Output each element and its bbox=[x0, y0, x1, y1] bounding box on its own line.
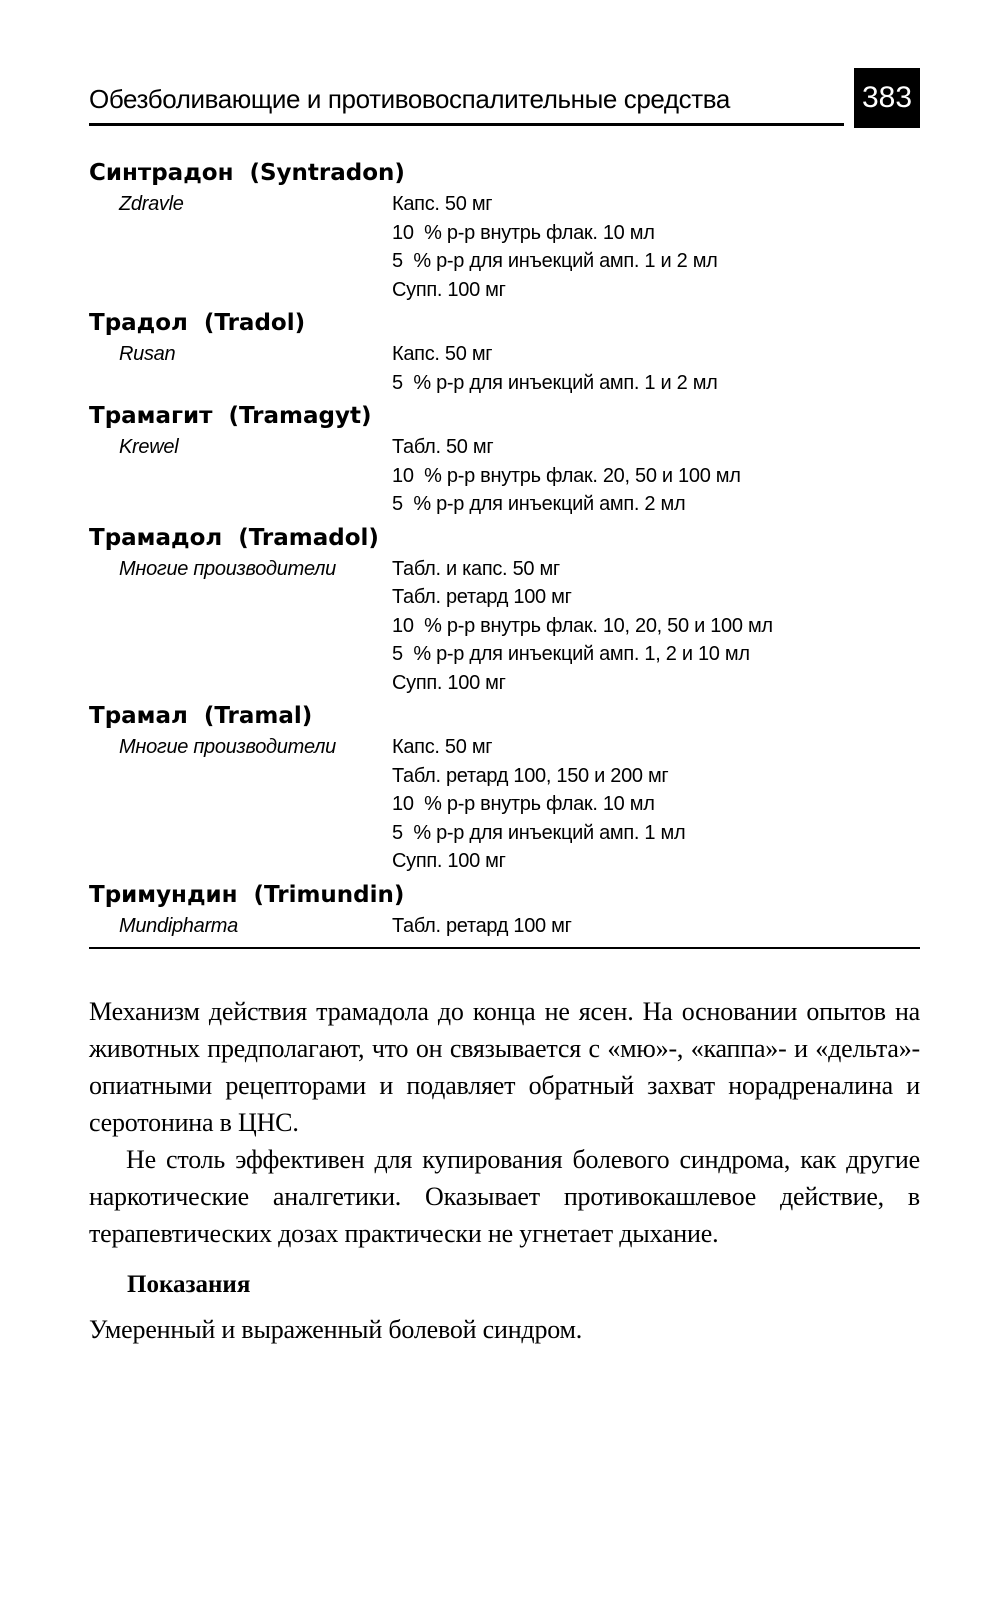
drug-name: Трамал (Tramal) bbox=[89, 703, 313, 729]
paragraph-efficacy: Не столь эффективен для купирования болевого синдрома, как другие наркотические аналгетики. Оказывает противокашлевое действие, в терапевтических дозах практически не угнетает дыхание. bbox=[89, 1145, 920, 1248]
running-head bbox=[89, 68, 920, 130]
drug-details bbox=[89, 433, 920, 519]
drug-details bbox=[89, 340, 920, 397]
drug-list-rule bbox=[89, 947, 920, 949]
drug-entry bbox=[89, 521, 920, 698]
drug-name: Трамадол (Tramadol) bbox=[89, 524, 379, 551]
drug-details bbox=[89, 190, 920, 304]
drug-forms bbox=[392, 340, 920, 397]
drug-form-line: Табл. ретард 100 мг bbox=[392, 586, 572, 608]
body-text bbox=[89, 993, 920, 1348]
drug-form-line: Супп. 100 мг bbox=[392, 850, 506, 872]
drug-manufacturer: Krewel bbox=[119, 436, 179, 458]
page-number: 383 bbox=[854, 68, 920, 128]
drug-form-line: Табл. ретард 100, 150 и 200 мг bbox=[392, 764, 669, 787]
drug-form-line: 10 % р-р внутрь флак. 10 мл bbox=[392, 793, 655, 815]
paragraph-mechanism: Механизм действия трамадола до конца не ясен. На основании опытов на животных предполагают, что он связывается с «мю»-, «каппа»- и «дельта»-опиатными рецепторами и подавляет обратный захват норадреналина и серотонина в ЦНС. bbox=[89, 997, 920, 1137]
drug-entry bbox=[89, 156, 920, 304]
drug-manufacturer: Rusan bbox=[119, 343, 176, 365]
running-head-title: Обезболивающие и противовоспалительные средства bbox=[89, 84, 730, 114]
drug-form-line: Капс. 50 мг bbox=[392, 193, 493, 215]
section-heading-indications: Показания bbox=[127, 1271, 251, 1298]
drug-manufacturer: Zdravle bbox=[119, 193, 184, 215]
drug-details bbox=[89, 912, 920, 941]
drug-name: Трамагит (Tramagyt) bbox=[89, 403, 372, 429]
drug-form-line: Капс. 50 мг bbox=[392, 343, 493, 365]
drug-details bbox=[89, 733, 920, 876]
drug-entry bbox=[89, 878, 920, 941]
drug-forms bbox=[392, 433, 920, 519]
drug-manufacturer: Mundipharma bbox=[119, 914, 238, 937]
drug-manufacturer: Многие производители bbox=[119, 557, 336, 580]
drug-form-line: 10 % р-р внутрь флак. 10, 20, 50 и 100 мл bbox=[392, 614, 773, 637]
drug-list bbox=[89, 156, 920, 943]
drug-entry bbox=[89, 306, 920, 397]
drug-form-line: Табл. и капс. 50 мг bbox=[392, 557, 560, 580]
drug-form-line: 10 % р-р внутрь флак. 20, 50 и 100 мл bbox=[392, 464, 741, 487]
drug-form-line: 5 % р-р для инъекций амп. 1 и 2 мл bbox=[392, 371, 718, 394]
drug-forms bbox=[392, 912, 920, 941]
drug-entry bbox=[89, 699, 920, 876]
drug-form-line: Капс. 50 мг bbox=[392, 736, 493, 758]
drug-form-line: 5 % р-р для инъекций амп. 1, 2 и 10 мл bbox=[392, 643, 750, 665]
drug-entry bbox=[89, 399, 920, 519]
drug-form-line: 10 % р-р внутрь флак. 10 мл bbox=[392, 221, 655, 244]
drug-form-line: 5 % р-р для инъекций амп. 1 мл bbox=[392, 821, 686, 844]
drug-name: Тримундин (Trimundin) bbox=[89, 881, 405, 908]
drug-forms bbox=[392, 733, 920, 876]
paragraph-indications: Умеренный и выраженный болевой синдром. bbox=[89, 1315, 583, 1344]
drug-form-line: 5 % р-р для инъекций амп. 2 мл bbox=[392, 493, 686, 515]
drug-name: Синтрадон (Syntradon) bbox=[89, 160, 405, 186]
drug-manufacturer: Многие производители bbox=[119, 736, 336, 758]
drug-forms bbox=[392, 555, 920, 698]
drug-form-line: 5 % р-р для инъекций амп. 1 и 2 мл bbox=[392, 250, 718, 272]
drug-form-line: Супп. 100 мг bbox=[392, 671, 506, 694]
drug-form-line: Супп. 100 мг bbox=[392, 278, 506, 301]
drug-form-line: Табл. ретард 100 мг bbox=[392, 914, 572, 937]
drug-forms bbox=[392, 190, 920, 304]
running-head-rule bbox=[89, 123, 844, 126]
drug-details bbox=[89, 555, 920, 698]
drug-form-line: Табл. 50 мг bbox=[392, 436, 494, 458]
drug-name: Традол (Tradol) bbox=[89, 310, 306, 336]
